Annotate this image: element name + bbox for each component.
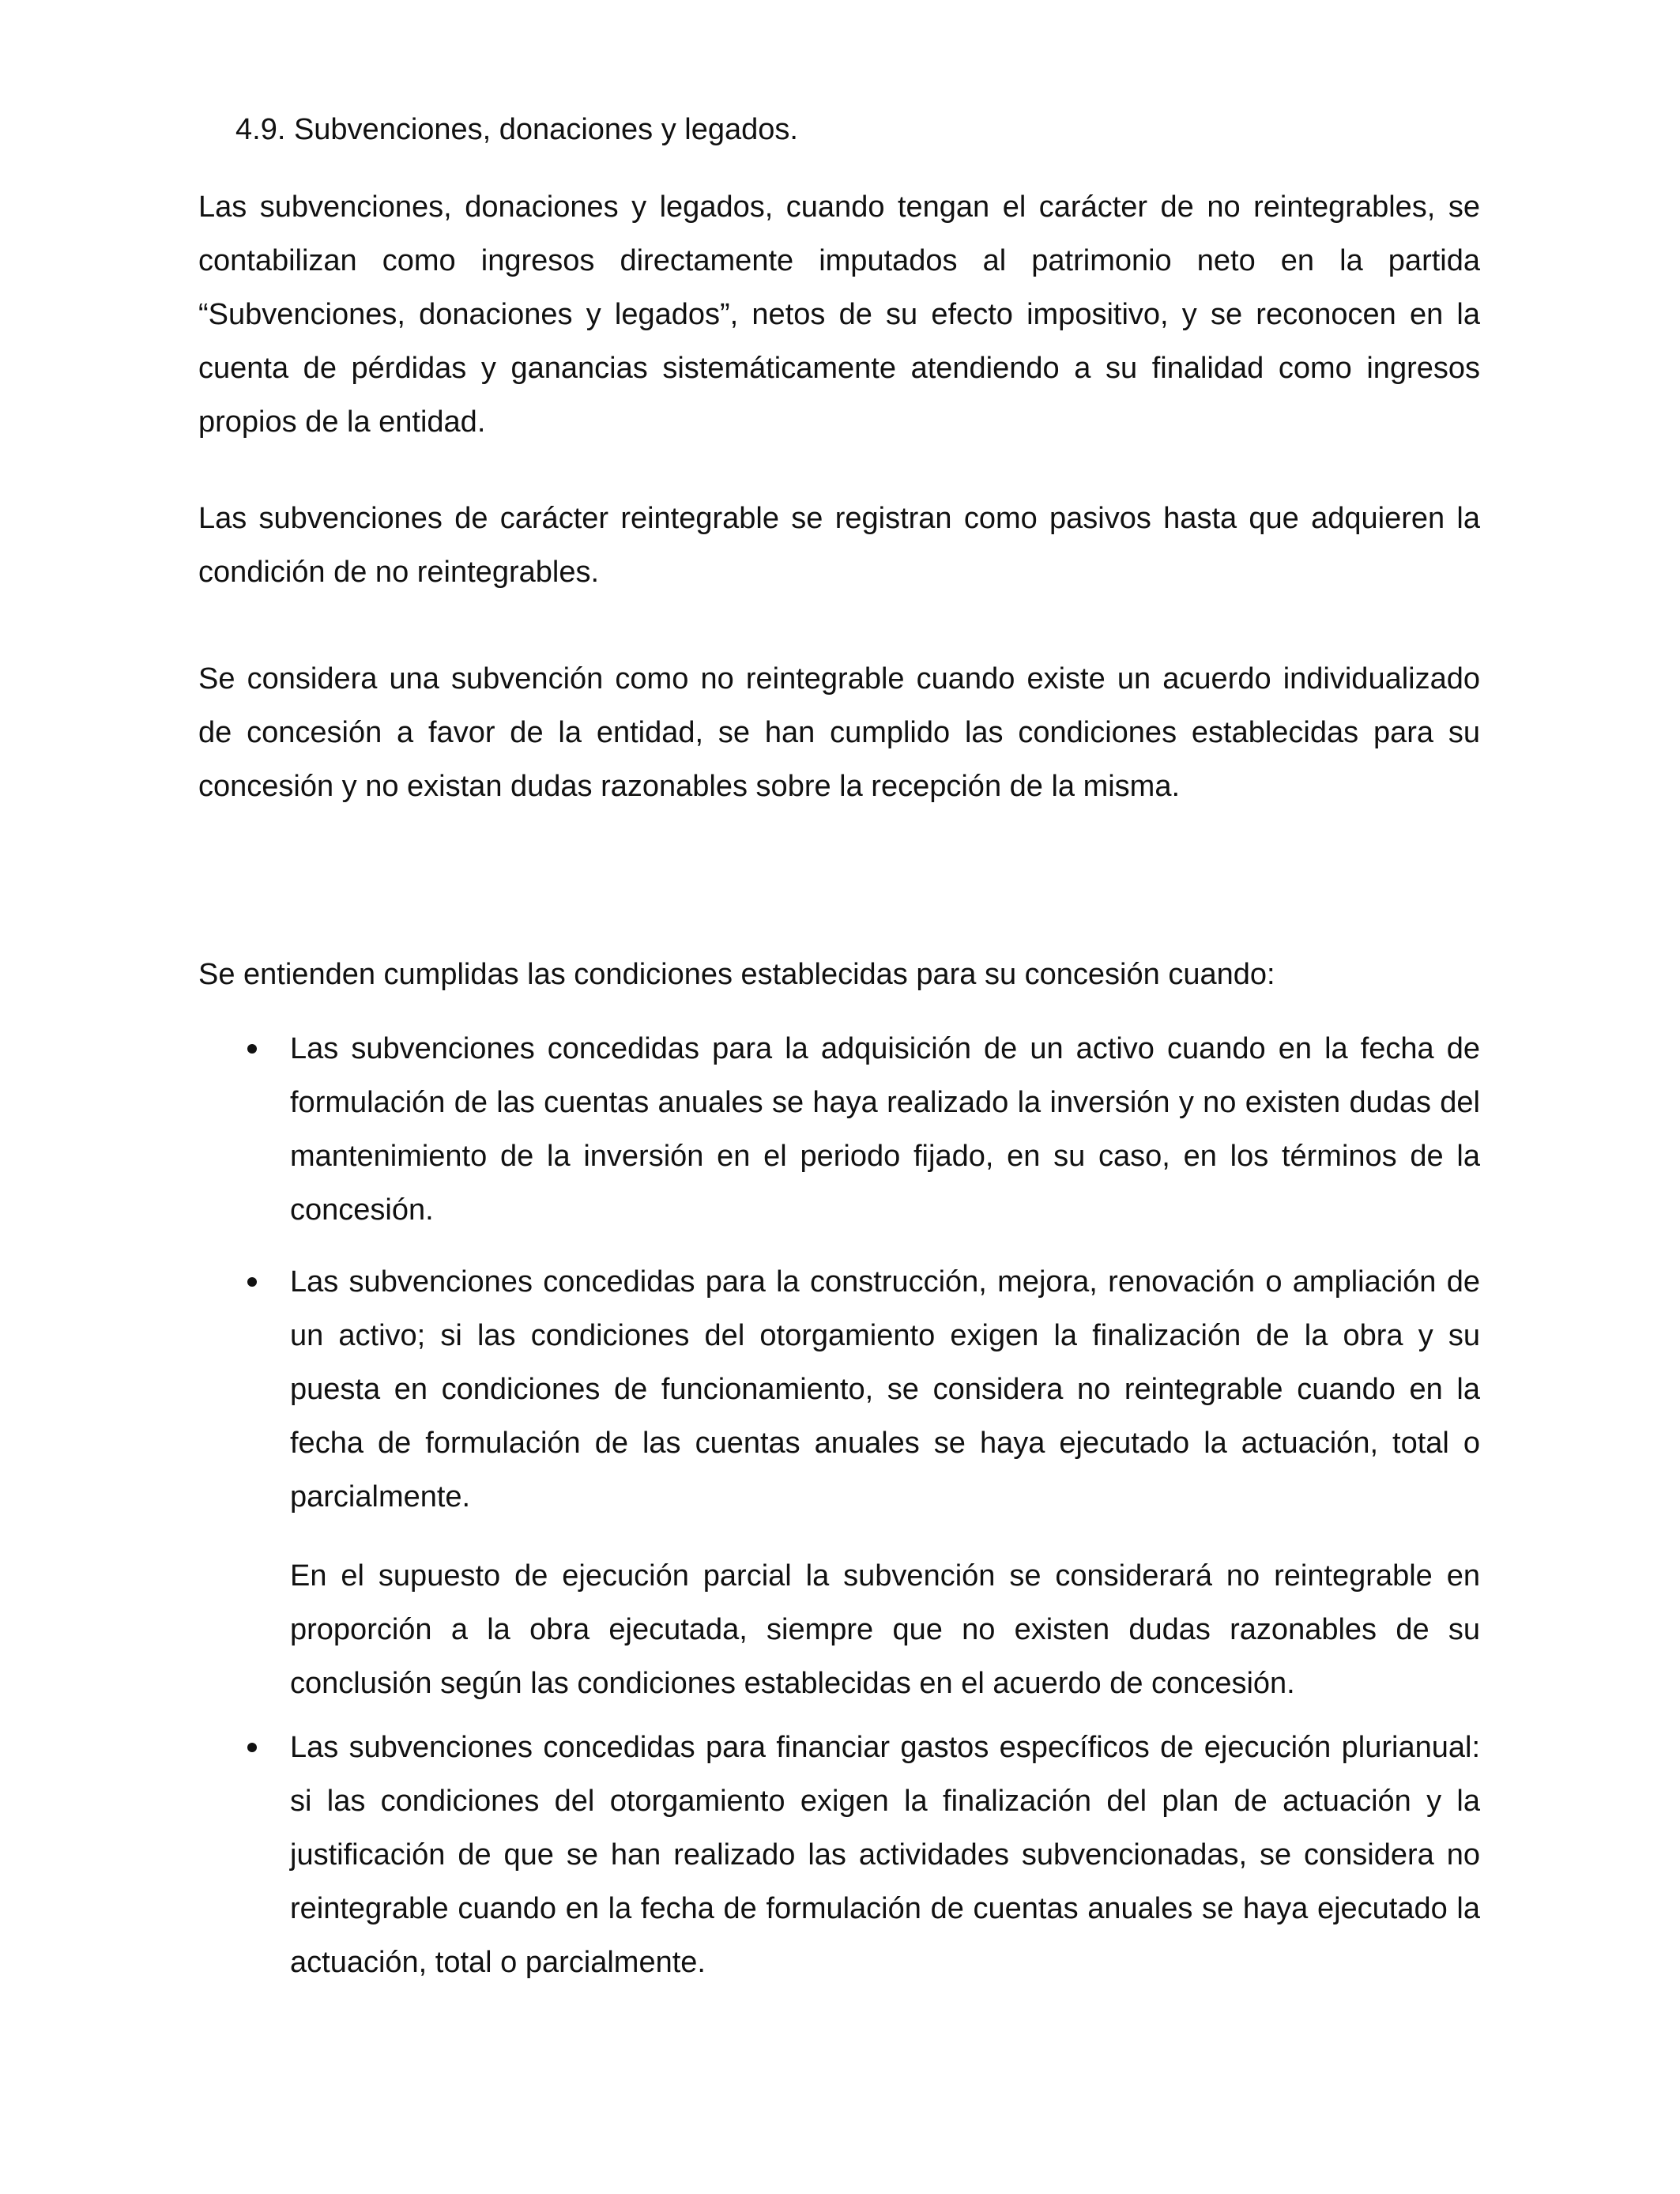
paragraph-conditions-intro: Se entienden cumplidas las condiciones establecidas para su concesión cuando: [198,958,1275,991]
section-heading: 4.9. Subvenciones, donaciones y legados. [235,113,798,146]
bullet-icon [247,1044,257,1054]
paragraph-accounting-treatment: Las subvenciones, donaciones y legados, cuando tengan el carácter de no reintegrables, se contabilizan como ingresos directamente imputados al patrimonio neto en la partida “Subvenciones, donaciones y legados”, netos de su efecto impositivo, y se reconocen en la cuenta de pérdidas y ganancias sistemáticamente atendiendo a su finalidad como ingresos propios de la entidad. [198,190,1480,439]
bullet-icon [247,1277,257,1287]
bullet-icon [247,1743,257,1752]
list-item-text: Las subvenciones concedidas para la adquisición de un activo cuando en la fecha de formulación de las cuentas anuales se haya realizado la inversión y no existen dudas del mantenimiento de la inversión en el periodo fijado, en su caso, en los términos de la concesión. [290,1032,1480,1227]
paragraph-reintegrable: Las subvenciones de carácter reintegrable se registran como pasivos hasta que adquieren la condición de no reintegrables. [198,502,1480,589]
paragraph-non-reintegrable-criteria: Se considera una subvención como no reintegrable cuando existe un acuerdo individualizado de concesión a favor de la entidad, se han cumplido las condiciones establecidas para su concesión y no existan dudas razonables sobre la recepción de la misma. [198,662,1480,803]
list-item-text: Las subvenciones concedidas para financiar gastos específicos de ejecución plurianual: si las condiciones del otorgamiento exigen la finalización del plan de actuación y la justificación de que se han realizado las actividades subvencionadas, se considera no reintegrable cuando en la fecha de formulación de cuentas anuales se haya ejecutado la actuación, total o parcialmente. [290,1731,1480,1979]
list-item-text: Las subvenciones concedidas para la construcción, mejora, renovación o ampliación de un activo; si las condiciones del otorgamiento exigen la finalización de la obra y su puesta en condiciones de funcionamiento, se considera no reintegrable cuando en la fecha de formulación de las cuentas anuales se haya ejecutado la actuación, total o parcialmente. [290,1265,1480,1514]
list-item-subparagraph: En el supuesto de ejecución parcial la subvención se considerará no reintegrable en proporción a la obra ejecutada, siempre que no existen dudas razonables de su conclusión según las condiciones establecidas en el acuerdo de concesión. [290,1559,1480,1700]
